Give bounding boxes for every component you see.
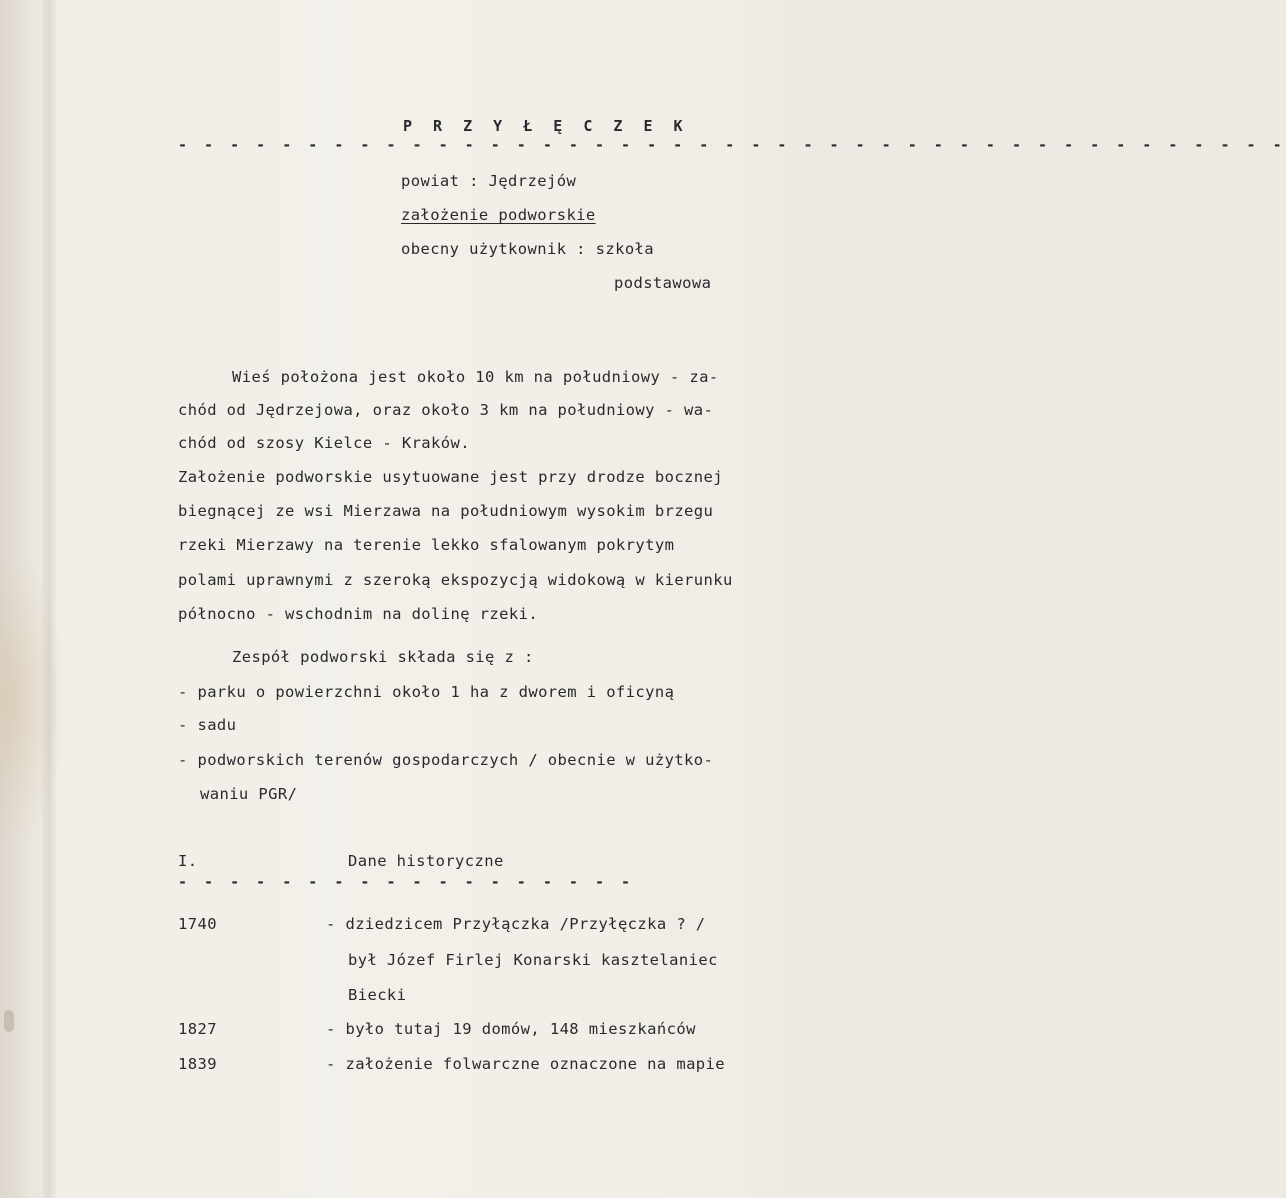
para2-line-2: biegnącej ze wsi Mierzawa na południowym wysokim brzegu (178, 502, 714, 520)
entry-year: 1740 (178, 915, 217, 933)
entry-year: 1839 (178, 1055, 217, 1073)
title-divider: - - - - - - - - - - - - - - - - - - - - - - - - - - - - - - - - - - - - - - - - - - - (178, 136, 1286, 154)
entry-year: 1827 (178, 1020, 217, 1038)
powiat-line: powiat : Jędrzejów (401, 172, 577, 190)
para2-line-3: rzeki Mierzawy na terenie lekko sfalowanym pokrytym (178, 536, 675, 554)
paper-fold (42, 0, 56, 1198)
composition-item-2: - sadu (178, 716, 237, 734)
para2-line-4: polami uprawnymi z szeroką ekspozycją widokową w kierunku (178, 571, 733, 589)
binding-hole (4, 1010, 14, 1032)
uzytkownik-line-1: obecny użytkownik : szkoła (401, 240, 655, 258)
entry-1839-line-1: - założenie folwarczne oznaczone na mapie (326, 1055, 726, 1073)
zalozenie-line: założenie podworskie (401, 206, 596, 224)
paper-stain (0, 560, 70, 840)
section-divider: - - - - - - - - - - - - - - - - - - (178, 873, 635, 891)
para1-line-3: chód od szosy Kielce - Kraków. (178, 434, 470, 452)
para2-line-5: północno - wschodnim na dolinę rzeki. (178, 605, 539, 623)
para1-line-1: Wieś położona jest około 10 km na południowy - za- (232, 368, 719, 386)
entry-1740-line-1: - dziedzicem Przyłączka /Przyłęczka ? / (326, 915, 706, 933)
entry-1740-line-3: Biecki (348, 986, 407, 1004)
para1-line-2: chód od Jędrzejowa, oraz około 3 km na południowy - wa- (178, 401, 714, 419)
section-number: I. (178, 852, 198, 870)
entry-1827-line-1: - było tutaj 19 domów, 148 mieszkańców (326, 1020, 696, 1038)
section-heading: Dane historyczne (348, 852, 504, 870)
composition-intro: Zespół podworski składa się z : (232, 648, 534, 666)
composition-item-3: - podworskich terenów gospodarczych / obecnie w użytko- (178, 751, 714, 769)
para2-line-1: Założenie podworskie usytuowane jest przy drodze bocznej (178, 468, 723, 486)
entry-1740-line-2: był Józef Firlej Konarski kasztelaniec (348, 951, 718, 969)
composition-item-3-continuation: waniu PGR/ (200, 785, 298, 803)
uzytkownik-line-2: podstawowa (614, 274, 712, 292)
document-title: P R Z Y Ł Ę C Z E K (403, 117, 689, 135)
composition-item-1: - parku o powierzchni około 1 ha z dworem i oficyną (178, 683, 675, 701)
